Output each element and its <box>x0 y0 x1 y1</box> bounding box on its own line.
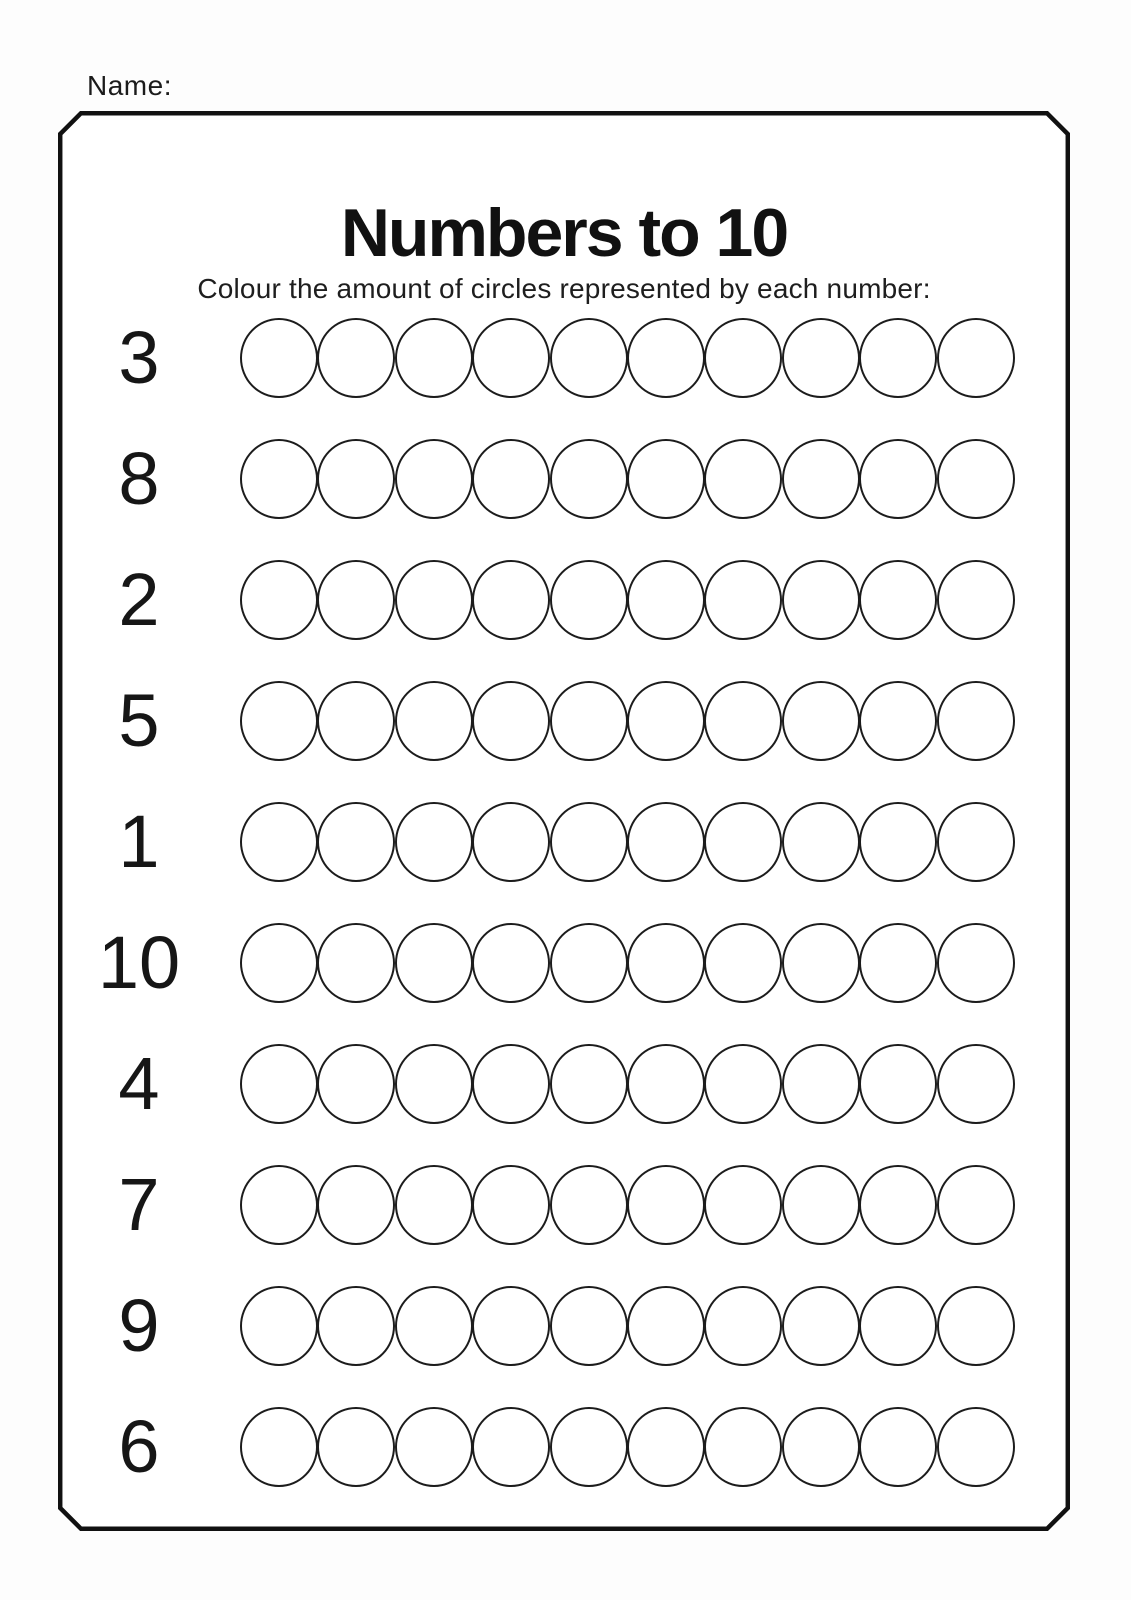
colour-circle[interactable] <box>240 1286 318 1366</box>
colour-circle[interactable] <box>317 318 395 398</box>
colour-circle[interactable] <box>937 439 1015 519</box>
number-row <box>58 1386 1070 1507</box>
colour-circle[interactable] <box>395 560 473 640</box>
colour-circle[interactable] <box>395 1165 473 1245</box>
colour-circle[interactable] <box>472 802 550 882</box>
worksheet-frame <box>58 111 1070 1531</box>
colour-circle[interactable] <box>859 1407 937 1487</box>
row-number-label: 1 <box>118 799 160 883</box>
colour-circle[interactable] <box>782 923 860 1003</box>
circle-strip <box>240 318 1015 398</box>
colour-circle[interactable] <box>859 681 937 761</box>
row-number-label: 6 <box>118 1404 160 1488</box>
rows-container <box>58 297 1070 1507</box>
number-row <box>58 902 1070 1023</box>
colour-circle[interactable] <box>627 560 705 640</box>
row-number-label: 7 <box>118 1162 160 1246</box>
colour-circle[interactable] <box>317 802 395 882</box>
colour-circle[interactable] <box>782 681 860 761</box>
colour-circle[interactable] <box>859 318 937 398</box>
instruction-text: Colour the amount of circles represented by each number: <box>197 273 931 304</box>
colour-circle[interactable] <box>859 1044 937 1124</box>
colour-circle[interactable] <box>240 1165 318 1245</box>
circle-strip <box>240 1286 1015 1366</box>
colour-circle[interactable] <box>472 923 550 1003</box>
colour-circle[interactable] <box>395 681 473 761</box>
number-row <box>58 660 1070 781</box>
number-row <box>58 1023 1070 1144</box>
colour-circle[interactable] <box>782 1286 860 1366</box>
number-row <box>58 418 1070 539</box>
colour-circle[interactable] <box>782 439 860 519</box>
colour-circle[interactable] <box>317 681 395 761</box>
colour-circle[interactable] <box>937 560 1015 640</box>
colour-circle[interactable] <box>317 439 395 519</box>
colour-circle[interactable] <box>472 1286 550 1366</box>
colour-circle[interactable] <box>395 1286 473 1366</box>
colour-circle[interactable] <box>627 1286 705 1366</box>
colour-circle[interactable] <box>704 1407 782 1487</box>
number-row <box>58 297 1070 418</box>
colour-circle[interactable] <box>395 923 473 1003</box>
colour-circle[interactable] <box>550 1407 628 1487</box>
row-number-label: 4 <box>118 1041 160 1125</box>
colour-circle[interactable] <box>704 1286 782 1366</box>
colour-circle[interactable] <box>782 560 860 640</box>
colour-circle[interactable] <box>240 681 318 761</box>
colour-circle[interactable] <box>550 439 628 519</box>
row-number-label: 3 <box>118 315 160 399</box>
colour-circle[interactable] <box>472 1407 550 1487</box>
colour-circle[interactable] <box>627 439 705 519</box>
row-number-label: 5 <box>118 678 160 762</box>
colour-circle[interactable] <box>704 318 782 398</box>
colour-circle[interactable] <box>472 318 550 398</box>
circle-strip <box>240 923 1015 1003</box>
colour-circle[interactable] <box>937 1407 1015 1487</box>
colour-circle[interactable] <box>627 1044 705 1124</box>
number-row <box>58 1265 1070 1386</box>
colour-circle[interactable] <box>859 923 937 1003</box>
colour-circle[interactable] <box>627 1165 705 1245</box>
colour-circle[interactable] <box>550 923 628 1003</box>
colour-circle[interactable] <box>627 1407 705 1487</box>
colour-circle[interactable] <box>472 1044 550 1124</box>
colour-circle[interactable] <box>550 1286 628 1366</box>
colour-circle[interactable] <box>472 439 550 519</box>
circle-strip <box>240 681 1015 761</box>
colour-circle[interactable] <box>937 681 1015 761</box>
colour-circle[interactable] <box>782 1165 860 1245</box>
circle-strip <box>240 802 1015 882</box>
colour-circle[interactable] <box>472 1165 550 1245</box>
colour-circle[interactable] <box>627 802 705 882</box>
colour-circle[interactable] <box>317 1165 395 1245</box>
number-row <box>58 781 1070 902</box>
colour-circle[interactable] <box>550 1165 628 1245</box>
colour-circle[interactable] <box>395 439 473 519</box>
colour-circle[interactable] <box>627 923 705 1003</box>
colour-circle[interactable] <box>240 318 318 398</box>
colour-circle[interactable] <box>395 1407 473 1487</box>
colour-circle[interactable] <box>395 802 473 882</box>
colour-circle[interactable] <box>550 681 628 761</box>
colour-circle[interactable] <box>704 802 782 882</box>
colour-circle[interactable] <box>704 923 782 1003</box>
row-number-label: 9 <box>118 1283 160 1367</box>
colour-circle[interactable] <box>472 681 550 761</box>
colour-circle[interactable] <box>782 1407 860 1487</box>
row-number-label: 8 <box>118 436 160 520</box>
circle-strip <box>240 1044 1015 1124</box>
colour-circle[interactable] <box>550 560 628 640</box>
colour-circle[interactable] <box>395 1044 473 1124</box>
colour-circle[interactable] <box>317 1044 395 1124</box>
row-number-label: 10 <box>97 920 181 1004</box>
colour-circle[interactable] <box>859 439 937 519</box>
circle-strip <box>240 560 1015 640</box>
colour-circle[interactable] <box>627 681 705 761</box>
number-row <box>58 539 1070 660</box>
colour-circle[interactable] <box>937 1165 1015 1245</box>
colour-circle[interactable] <box>704 1165 782 1245</box>
colour-circle[interactable] <box>240 923 318 1003</box>
colour-circle[interactable] <box>704 560 782 640</box>
colour-circle[interactable] <box>859 1165 937 1245</box>
number-row <box>58 1144 1070 1265</box>
colour-circle[interactable] <box>550 1044 628 1124</box>
circle-strip <box>240 1407 1015 1487</box>
colour-circle[interactable] <box>782 1044 860 1124</box>
colour-circle[interactable] <box>937 318 1015 398</box>
colour-circle[interactable] <box>937 1286 1015 1366</box>
colour-circle[interactable] <box>859 802 937 882</box>
colour-circle[interactable] <box>395 318 473 398</box>
colour-circle[interactable] <box>240 560 318 640</box>
colour-circle[interactable] <box>240 1407 318 1487</box>
circle-strip <box>240 439 1015 519</box>
colour-circle[interactable] <box>240 802 318 882</box>
colour-circle[interactable] <box>704 439 782 519</box>
colour-circle[interactable] <box>937 802 1015 882</box>
colour-circle[interactable] <box>782 318 860 398</box>
colour-circle[interactable] <box>937 1044 1015 1124</box>
colour-circle[interactable] <box>859 1286 937 1366</box>
colour-circle[interactable] <box>240 1044 318 1124</box>
row-number-label: 2 <box>118 557 160 641</box>
colour-circle[interactable] <box>317 560 395 640</box>
colour-circle[interactable] <box>704 1044 782 1124</box>
colour-circle[interactable] <box>472 560 550 640</box>
circle-strip <box>240 1165 1015 1245</box>
colour-circle[interactable] <box>704 681 782 761</box>
name-label: Name: <box>87 70 172 101</box>
colour-circle[interactable] <box>937 923 1015 1003</box>
colour-circle[interactable] <box>782 802 860 882</box>
colour-circle[interactable] <box>317 923 395 1003</box>
colour-circle[interactable] <box>627 318 705 398</box>
colour-circle[interactable] <box>240 439 318 519</box>
colour-circle[interactable] <box>317 1407 395 1487</box>
colour-circle[interactable] <box>550 802 628 882</box>
page-title: Numbers to 10 <box>340 194 788 271</box>
colour-circle[interactable] <box>859 560 937 640</box>
colour-circle[interactable] <box>317 1286 395 1366</box>
colour-circle[interactable] <box>550 318 628 398</box>
